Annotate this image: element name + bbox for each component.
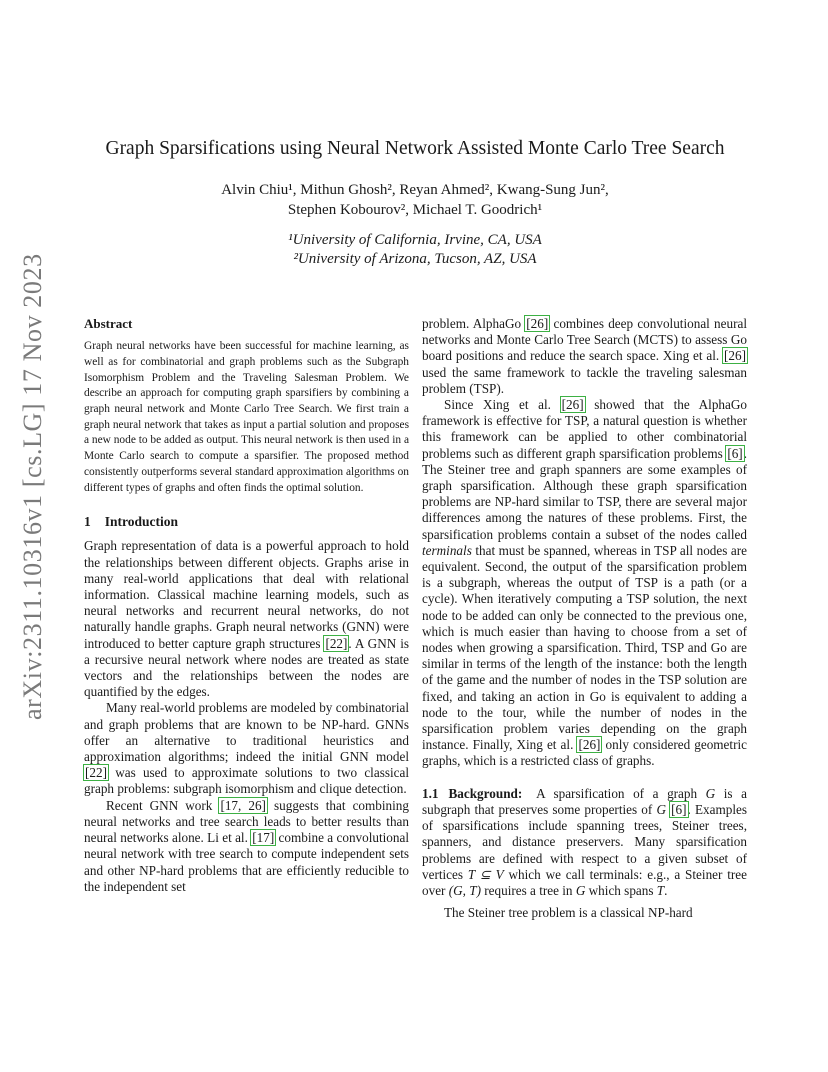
text: A sparsification of a graph [528, 785, 706, 801]
authors-line-2: Stephen Kobourov², Michael T. Goodrich¹ [287, 202, 543, 218]
text: suggests that combining neural networks and tree search leads to better results than neural networks alone. Li et al. [84, 797, 409, 846]
right-column [422, 316, 747, 921]
authors-line-1: Alvin Chiu¹, Mithun Ghosh², Reyan Ahmed², Kwang-Sung Jun², [221, 182, 609, 198]
text: which spans [585, 882, 657, 898]
math-G: G [705, 785, 716, 801]
text: which we call terminals: e.g., a Steiner tree over [422, 866, 747, 898]
text: only considered geometric graphs, which is a restricted class of graphs. [422, 737, 747, 769]
author-list [80, 180, 750, 220]
text: used the same framework to tackle the traveling salesman problem (TSP). [422, 364, 747, 396]
citation-link[interactable]: [17, 26] [220, 797, 266, 813]
citation-link[interactable]: [26] [724, 348, 746, 364]
section-number: 1 [84, 514, 91, 530]
spacer [422, 770, 747, 786]
citation-link[interactable]: [17] [252, 830, 275, 846]
text: Graph representation of data is a powerful approach to hold the relationships between different objects. Graphs arise in many real-world applications that deal with relational information. Classical machine learning models, such as neural networks and recurrent neural networks, do not naturally handle graphs. Graph neural networks (GNN) were introduced to better capture graph structures [84, 538, 409, 651]
affiliations [80, 231, 750, 269]
citation-link[interactable]: [6] [671, 801, 687, 817]
section-heading-introduction [84, 514, 409, 530]
background-paragraph [422, 786, 747, 899]
text: combine a convolutional neural network with tree search to compute independent sets and other NP-hard problems that are efficiently reducible to the independent set [84, 830, 410, 894]
text: requires a tree in [480, 882, 576, 898]
text: is a subgraph that preserves some properties of [422, 785, 747, 817]
arxiv-identifier: arXiv:2311.10316v1 [cs.LG] 17 Nov 2023 [18, 253, 47, 720]
text: showed that the AlphaGo framework is effective for TSP, a natural question is whether this framework can be applied to other combinatorial problems such as different graph sparsification problems [422, 397, 747, 461]
citation-link[interactable]: [26] [578, 737, 601, 753]
citation-link[interactable]: [26] [526, 316, 549, 331]
math-G-T: (G, T) [448, 882, 481, 898]
section-title: Introduction [104, 514, 179, 530]
subsection-number: 1.1 [422, 785, 439, 801]
text: . The Steiner tree and graph spanners are some examples of graph sparsification. Although these graph sparsification problems are NP-hard similar to TSP, there are several major differences among the natures of these problems. First, the sparsification problems contain a subset of the nodes called [422, 445, 747, 542]
text: combines deep convolutional neural networks and Monte Carlo Tree Search (MCTS) to assess Go board positions and reduce the search space. Xing et al. [422, 316, 747, 364]
citation-link[interactable]: [26] [561, 397, 584, 413]
body-paragraph-1 [422, 316, 747, 397]
math-T-subset-V: T ⊆ V [467, 866, 504, 882]
text: that must be spanned, whereas in TSP all nodes are equivalent. Second, the output of the sparsification problem is a subgraph, whereas the output of TSP is a path (or a cycle). When iteratively computing a TSP solution, the next node to be added can only be connected to the previous one, which is much easier than having to choose from a set of nodes when growing a sparsification. Third, TSP and Go are similar in terms of the length of the instance: both the length of the game and the number of nodes in the TSP solution are fixed, and taking an action in Go is equivalent to adding a node to the tour, while the number of nodes in the sparsification problem varies depending on the graph instance. Finally, Xing et al. [422, 542, 747, 753]
left-column [84, 316, 409, 895]
text: problem. AlphaGo [422, 316, 526, 331]
text: Since Xing et al. [444, 397, 561, 413]
abstract-heading: Abstract [84, 316, 133, 331]
abstract-text: Graph neural networks have been successful for machine learning, as well as for combinatorial and graph problems such as the Subgraph Isomorphism Problem and the Traveling Salesman Problem. We describe an approach for computing graph sparsifiers by combining a graph neural network and Monte Carlo Tree Search. We first train a graph neural network that takes as input a partial solution and proposes a new node to be added as output. This neural network is then used in a Monte Carlo search to compute a sparsifier. The proposed method consistently outperforms several standard approximation algorithms on different types of graphs and often finds the optimal solution. [84, 340, 409, 494]
citation-link[interactable]: [6] [727, 445, 743, 461]
text: Many real-world problems are modeled by combinatorial and graph problems that are known to be NP-hard. GNNs offer an alternative to traditional heuristics and approximation algorithms; indeed the initial GNN model [84, 700, 409, 765]
subsection-title: Background: [448, 785, 523, 801]
intro-paragraph-2 [84, 700, 409, 797]
body-paragraph-3: The Steiner tree problem is a classical NP-hard [444, 905, 693, 921]
intro-paragraph-3 [84, 798, 409, 895]
math-G: G [575, 882, 586, 898]
text: Recent GNN work [106, 797, 220, 813]
text: . [664, 882, 668, 898]
text: . A GNN is a recursive neural network where nodes are treated as state vectors and the relationships between the nodes are quantified by the edges. [84, 635, 409, 700]
text: . Examples of sparsifications include spanning trees, Steiner trees, spanners, and distance preservers. Many sparsification problems are defined with respect to a given subset of vertices [422, 801, 748, 882]
affiliation-2: ²University of Arizona, Tucson, AZ, USA [293, 251, 537, 267]
citation-link[interactable]: [22] [325, 635, 348, 651]
body-paragraph-2 [422, 397, 747, 770]
citation-link[interactable]: [22] [85, 765, 107, 781]
math-T: T [656, 882, 665, 898]
affiliation-1: ¹University of California, Irvine, CA, USA [288, 232, 542, 248]
subsection-heading-background [422, 786, 522, 801]
math-G: G [656, 801, 666, 817]
text: was used to approximate solutions to two classical graph problems: subgraph isomorphism and clique detection. [84, 765, 409, 797]
intro-paragraph-1 [84, 538, 409, 700]
emphasis-terminals: terminals [422, 542, 472, 558]
paper-title: Graph Sparsifications using Neural Network Assisted Monte Carlo Tree Search [105, 138, 725, 159]
